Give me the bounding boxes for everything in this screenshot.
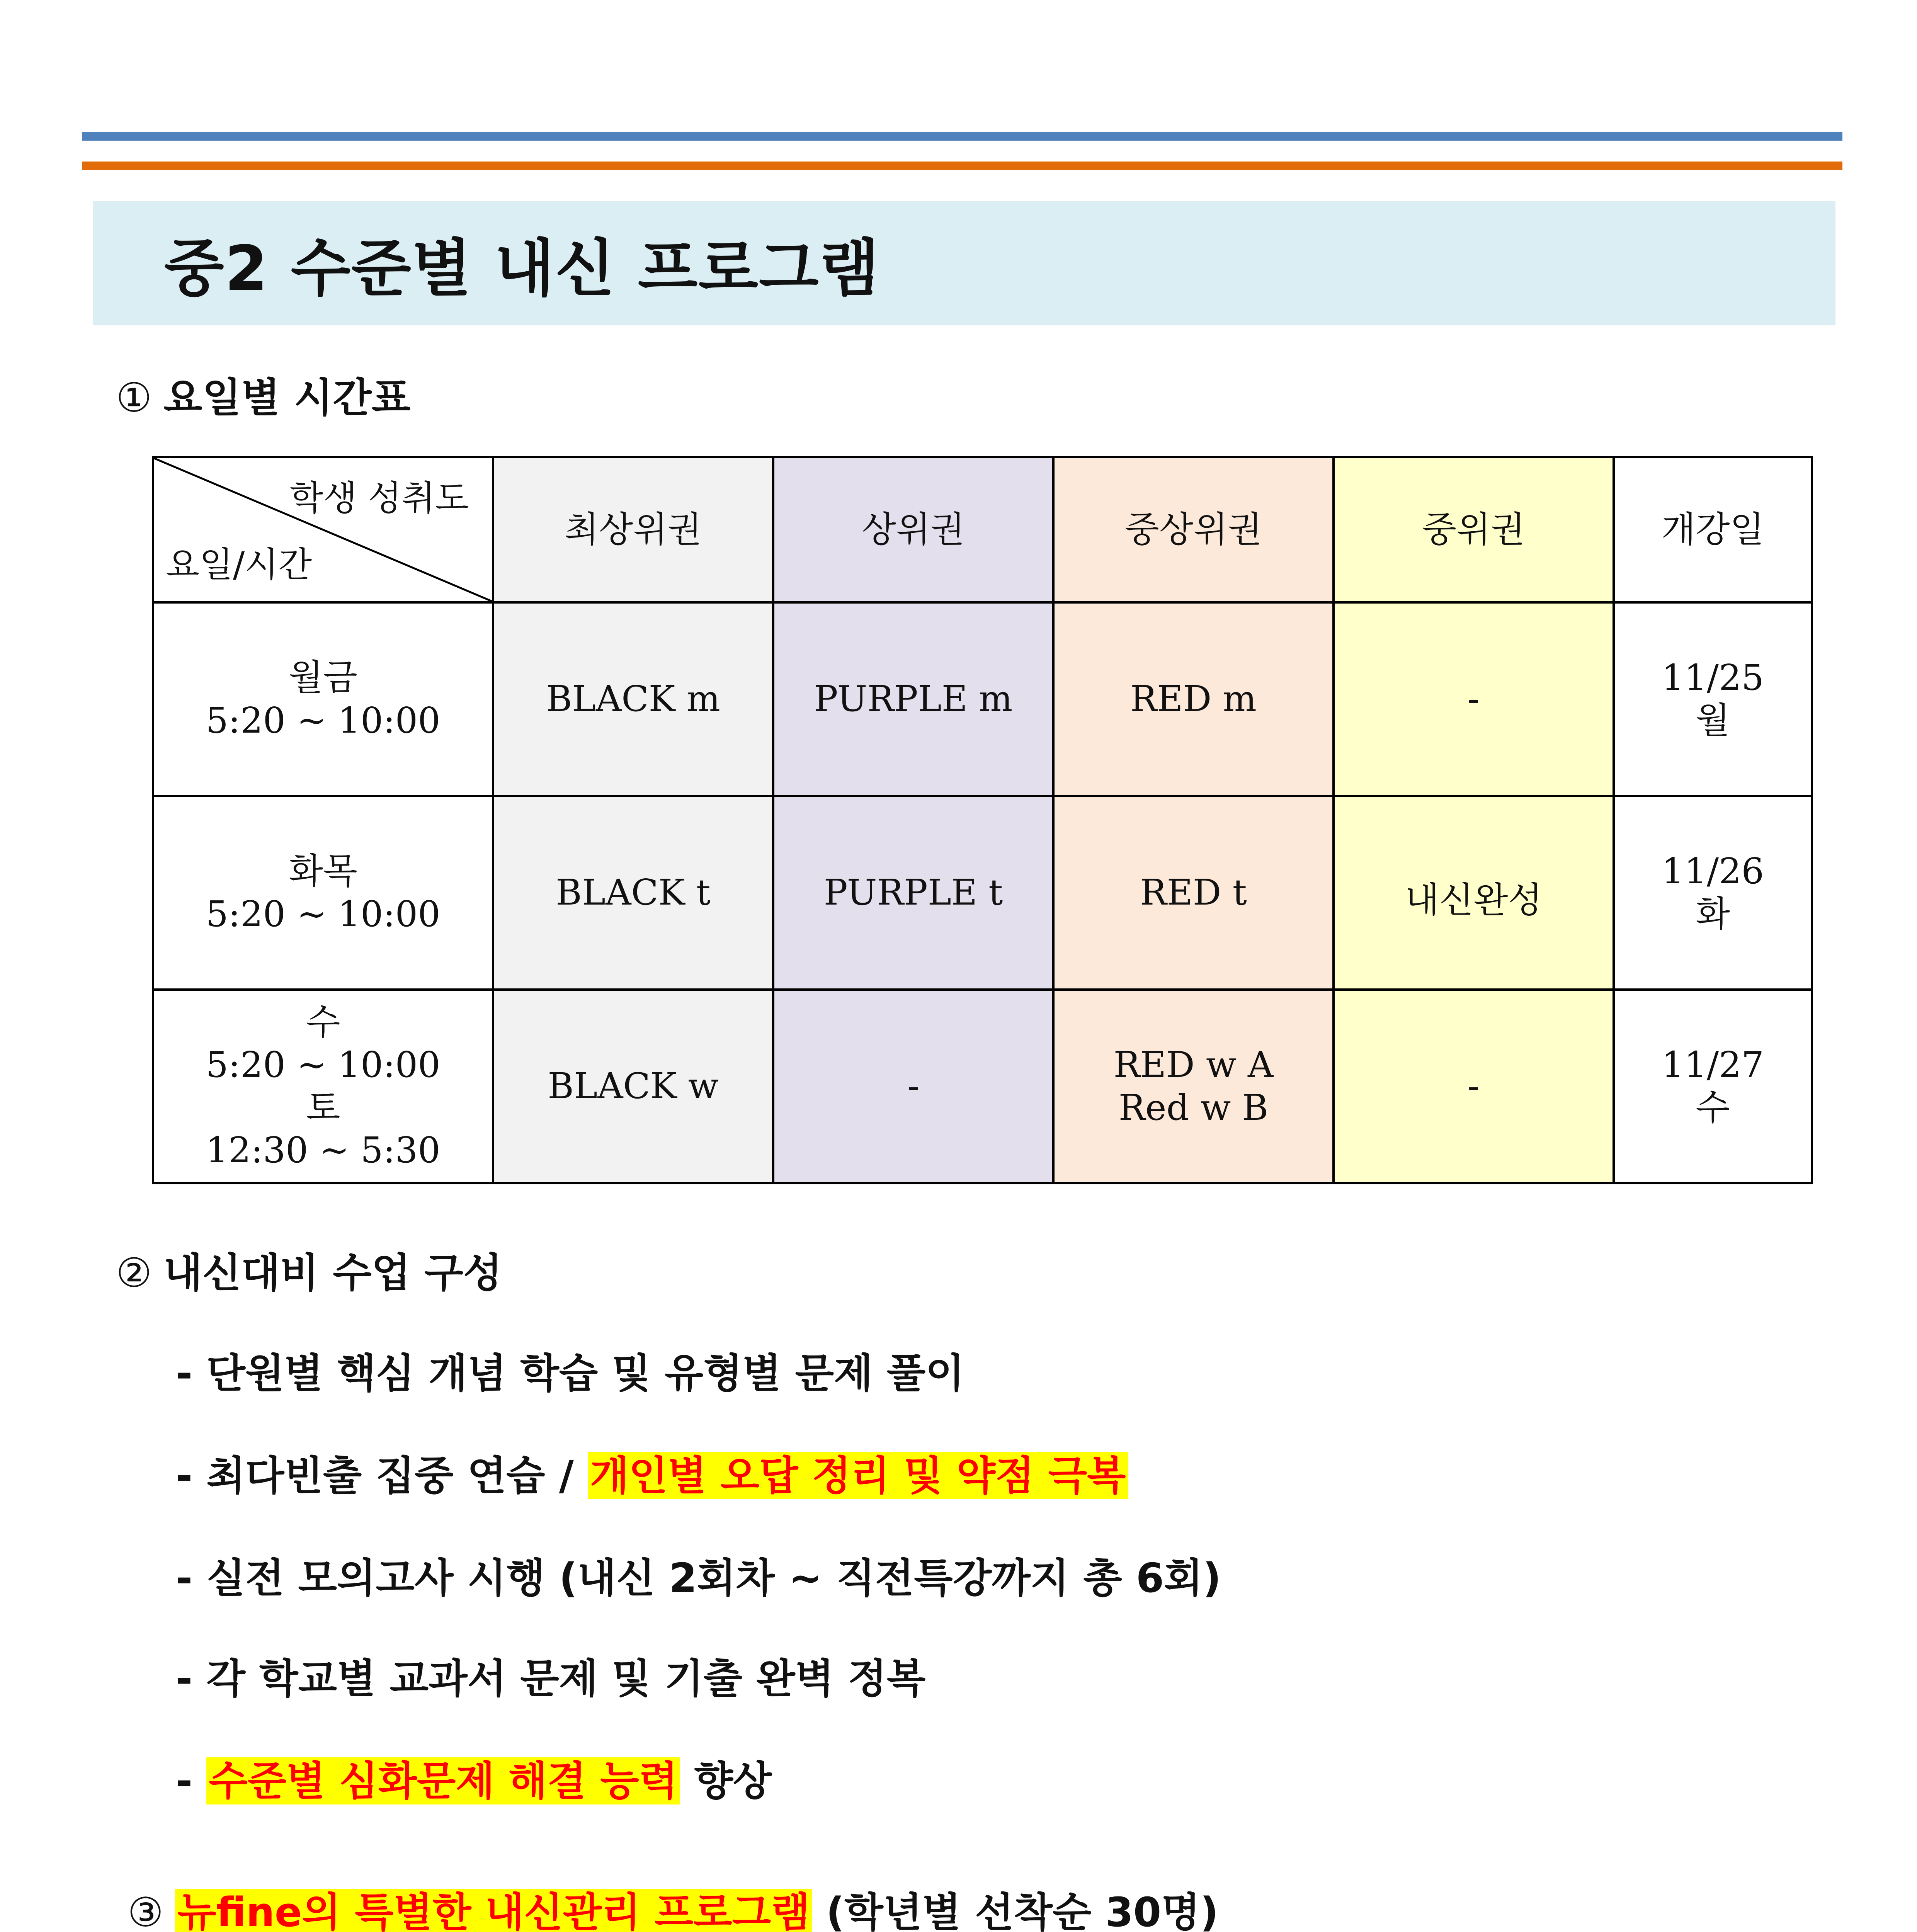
header-upper-mid-tier: 중상위권 [1053,457,1334,602]
list-item [176,1546,1221,1604]
item-text: - 최다빈출 집중 연습 / [176,1452,588,1499]
section3-heading [128,1880,1218,1932]
class-black: BLACK w [493,990,773,1183]
time-label: 5:20 ~ 10:00 [206,893,441,935]
day-label: 월금 [289,657,357,699]
header-achievement-label: 학생 성취도 [289,478,469,519]
item-text-tail: 향상 [680,1757,772,1804]
start-date-cell [1614,796,1812,990]
list-item [176,1341,964,1399]
section3-number: ③ [128,1889,164,1932]
section3-tail: (학년별 선착순 30명) [812,1889,1219,1932]
class-red-cell [1053,990,1334,1183]
class-red-2: Red w B [1118,1087,1269,1128]
item-text: - 실전 모의고사 시행 (내신 2회차 ~ 직전특강까지 총 6회) [176,1554,1221,1602]
header-upper-tier: 상위권 [773,457,1053,602]
header-top-tier: 최상위권 [493,457,773,602]
start-weekday: 화 [1696,893,1730,935]
day-label: 수 [306,1001,340,1043]
title-banner [93,201,1835,325]
item-text: - [176,1757,207,1804]
day-time-cell [153,796,493,990]
timetable-header-row [153,457,1812,602]
class-purple: PURPLE m [773,602,1053,796]
timetable [152,456,1813,1184]
time-label: 5:20 ~ 10:00 [206,699,441,741]
time-label-2: 12:30 ~ 5:30 [206,1129,441,1171]
time-label: 5:20 ~ 10:00 [206,1044,441,1086]
section1-title: 요일별 시간표 [163,374,411,421]
top-rule-orange [82,162,1842,170]
start-date-cell [1614,602,1812,796]
class-purple: - [773,990,1053,1183]
start-weekday: 월 [1696,699,1730,741]
header-start-date: 개강일 [1614,457,1812,602]
list-item [176,1646,925,1704]
class-black: BLACK t [493,796,773,990]
class-red: RED t [1053,796,1334,990]
header-daytime-label: 요일/시간 [166,544,312,585]
table-row [153,602,1812,796]
header-mid-tier: 중위권 [1334,457,1614,602]
table-row [153,990,1812,1183]
list-item [176,1443,1128,1501]
section2-number: ② [116,1249,152,1296]
start-weekday: 수 [1696,1087,1730,1128]
class-yellow-label: 내신완성 [1405,879,1543,921]
class-red: RED w A [1113,1044,1274,1086]
top-rule-blue [82,132,1842,141]
item-highlight: 수준별 심화문제 해결 능력 [206,1757,680,1804]
start-date: 11/25 [1661,657,1764,699]
item-highlight: 개인별 오답 정리 및 약점 극복 [588,1452,1128,1499]
list-item [176,1748,772,1806]
start-date-cell [1614,990,1812,1183]
day-label: 화목 [289,850,357,892]
table-row [153,796,1812,990]
class-red: RED m [1053,602,1334,796]
section1-heading [116,365,410,423]
class-black: BLACK m [493,602,773,796]
class-purple: PURPLE t [773,796,1053,990]
start-date: 11/27 [1661,1044,1764,1086]
section1-number: ① [116,374,152,421]
section2-title: 내신대비 수업 구성 [163,1249,502,1296]
class-yellow: - [1334,602,1614,796]
day-time-cell [153,602,493,796]
start-date: 11/26 [1661,850,1764,892]
page-title: 중2 수준별 내신 프로그램 [164,232,880,304]
item-text: - 단원별 핵심 개념 학습 및 유형별 문제 풀이 [176,1350,964,1397]
class-yellow: - [1334,990,1614,1183]
section3-highlight: 뉴fine의 특별한 내신관리 프로그램 [175,1889,812,1932]
class-yellow [1334,796,1614,990]
header-diagonal-cell [153,457,493,602]
day-time-cell [153,990,493,1183]
section2-heading [116,1240,502,1298]
item-text: - 각 학교별 교과서 문제 및 기출 완벽 정복 [176,1655,926,1702]
day-label-2: 토 [306,1087,340,1128]
